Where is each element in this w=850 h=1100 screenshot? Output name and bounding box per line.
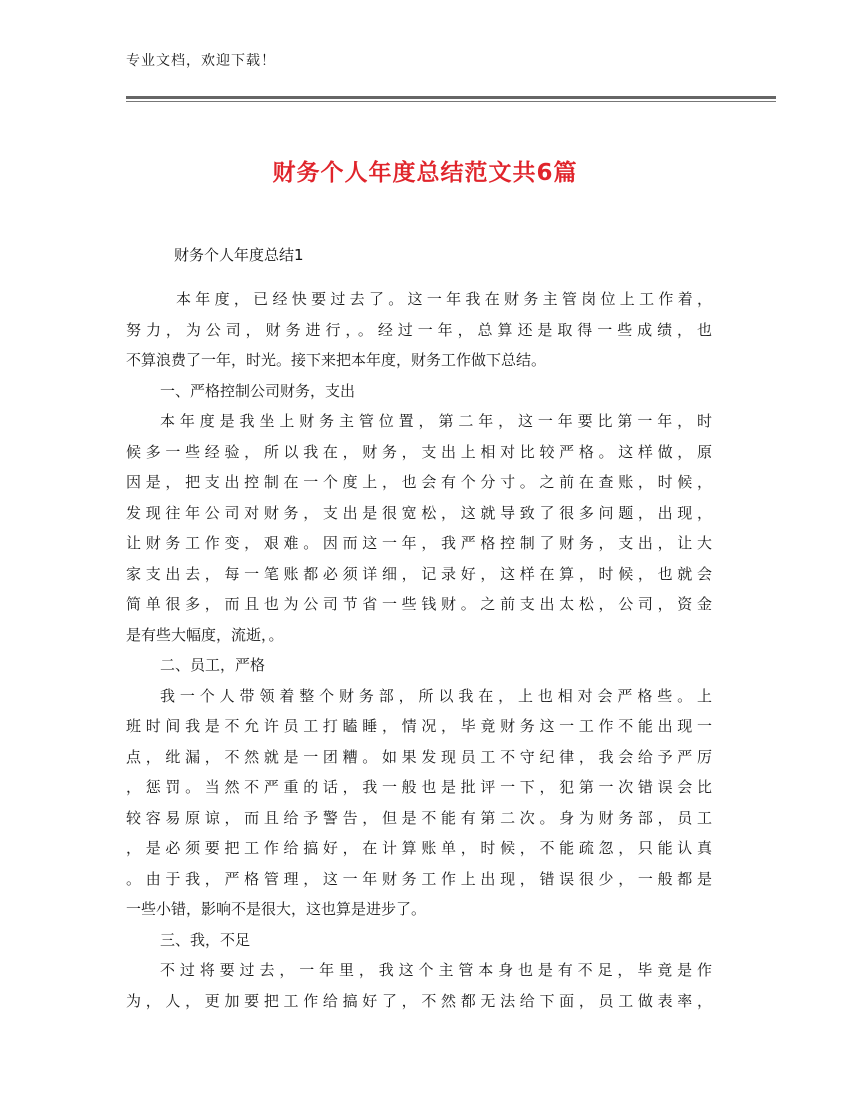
paragraph-line: 为，人，更加要把工作给搞好了，不然都无法给下面，员工做表率， (126, 991, 712, 1010)
paragraph-line: 不过将要过去，一年里，我这个主管本身也是有不足，毕竟是作 (160, 961, 712, 979)
paragraph-line: 不算浪费了一年，时光。接下来把本年度，财务工作做下总结。 (126, 351, 547, 369)
paragraph-line: 本年度是我坐上财务主管位置，第二年，这一年要比第一年，时 (160, 412, 712, 430)
paragraph-line: 本年度，已经快要过去了。这一年我在财务主管岗位上工作着， (176, 290, 712, 308)
document-body (126, 284, 712, 1016)
paragraph-line: 努力，为公司，财务进行，。经过一年，总算还是取得一些成绩，也 (126, 320, 712, 339)
paragraph-line: 让财务工作变，艰难。因而这一年，我严格控制了财务，支出，让大 (126, 534, 712, 552)
paragraph-line: 候多一些经验，所以我在，财务，支出上相对比较严格。这样做，原 (126, 442, 712, 461)
paragraph-line: ，是必须要把工作给搞好，在计算账单，时候，不能疏忽，只能认真 (126, 839, 712, 857)
paragraph-line: ，惩罚。当然不严重的话，我一般也是批评一下，犯第一次错误会比 (126, 778, 712, 796)
document-title: 财务个人年度总结范文共6篇 (272, 160, 578, 186)
paragraph-line: 家支出去，每一笔账都必须详细，记录好，这样在算，时候，也就会 (126, 564, 712, 583)
paragraph-line: 简单很多，而且也为公司节省一些钱财。之前支出太松，公司，资金 (126, 595, 712, 613)
paragraph-line: 发现往年公司对财务，支出是很宽松，这就导致了很多问题，出现， (126, 503, 712, 522)
paragraph-line: 。由于我，严格管理，这一年财务工作上出现，错误很少，一般都是 (126, 869, 712, 888)
paragraph-line: 点，纰漏，不然就是一团糟。如果发现员工不守纪律，我会给予严厉 (126, 747, 712, 766)
header-rule-thick (126, 96, 776, 99)
header-note: 专业文档，欢迎下载！ (126, 53, 276, 69)
paragraph-line: 因是，把支出控制在一个度上，也会有个分寸。之前在查账，时候， (126, 473, 712, 491)
paragraph-line: 一些小错，影响不是很大，这也算是进步了。 (126, 900, 427, 918)
paragraph-line: 是有些大幅度，流逝，。 (126, 625, 284, 644)
paragraph-line: 班时间我是不允许员工打瞌睡，情况，毕竟财务这一工作不能出现一 (126, 717, 712, 735)
paragraph-line: 我一个人带领着整个财务部，所以我在，上也相对会严格些。上 (160, 686, 712, 705)
paragraph-line: 较容易原谅，而且给予警告，但是不能有第二次。身为财务部，员工 (126, 808, 712, 827)
section-heading: 一、严格控制公司财务，支出 (160, 381, 356, 400)
section-heading: 二、员工，严格 (160, 656, 266, 674)
section-heading: 三、我，不足 (160, 930, 251, 949)
header-rule-thin (126, 101, 776, 102)
section-subtitle: 财务个人年度总结1 (174, 246, 304, 264)
